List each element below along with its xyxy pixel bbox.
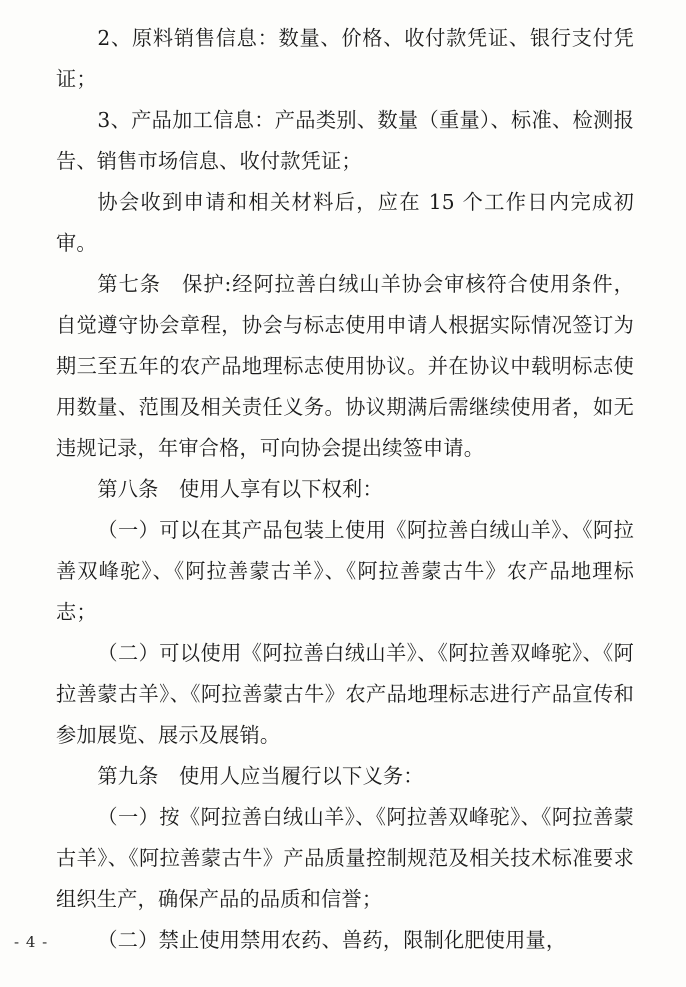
paragraph-article-seven: 第七条 保护:经阿拉善白绒山羊协会审核符合使用条件，自觉遵守协会章程，协会与标志使用申请人根据实际情况签订为期三至五年的农产品地理标志使用协议。并在协议中载明标志使用数量、范围及相关责任义务。协议期满后需继续使用者，如无违规记录，年审合格，可向协会提出续签申请。 [56, 272, 634, 460]
paragraph-raw-material-sales: 2、原料销售信息：数量、价格、收付款凭证、银行支付凭证； [56, 26, 634, 91]
page-number: - 4 - [14, 933, 49, 951]
paragraph-right-two: （二）可以使用《阿拉善白绒山羊》、《阿拉善双峰驼》、《阿拉善蒙古羊》、《阿拉善蒙古牛》农产品地理标志进行产品宣传和参加展览、展示及展销。 [56, 641, 634, 747]
document-body [56, 18, 634, 961]
paragraph-article-eight: 第八条 使用人享有以下权利： [97, 477, 383, 501]
paragraph-right-one: （一）可以在其产品包装上使用《阿拉善白绒山羊》、《阿拉善双峰驼》、《阿拉善蒙古羊》、《阿拉善蒙古牛》农产品地理标志； [56, 518, 634, 624]
paragraph-processing-info: 3、产品加工信息：产品类别、数量（重量）、标准、检测报告、销售市场信息、收付款凭证； [56, 108, 634, 173]
paragraph-duty-two: （二）禁止使用禁用农药、兽药，限制化肥使用量， [97, 928, 567, 952]
paragraph-duty-one: （一）按《阿拉善白绒山羊》、《阿拉善双峰驼》、《阿拉善蒙古羊》、《阿拉善蒙古牛》产品质量控制规范及相关技术标准要求组织生产，确保产品的品质和信誉； [56, 805, 634, 911]
paragraph-article-nine: 第九条 使用人应当履行以下义务： [97, 764, 424, 788]
paragraph-review-period: 协会收到申请和相关材料后，应在 15 个工作日内完成初审。 [56, 190, 634, 255]
